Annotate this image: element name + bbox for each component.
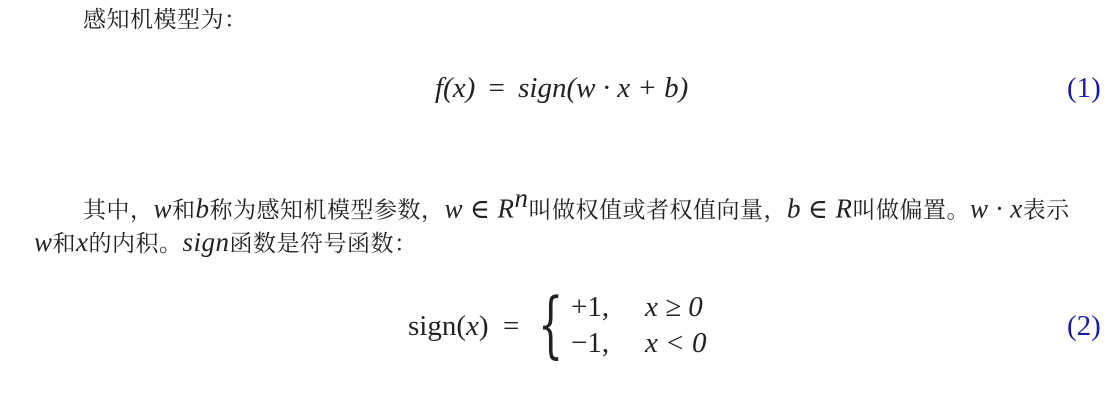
eq1-lhs: f(x): [435, 72, 476, 104]
left-brace: {: [538, 282, 564, 366]
para-text: 表示: [1022, 197, 1070, 224]
math-R: R: [497, 193, 515, 224]
para-text: 的内积。: [88, 231, 183, 257]
case1-condition: x ≥ 0: [645, 291, 703, 323]
equation-1: [435, 72, 688, 105]
math-w: w: [444, 193, 464, 224]
case-row-1: [571, 291, 703, 324]
para-text: 和: [52, 231, 77, 257]
math-in: ∈: [470, 193, 491, 224]
eq1-equals: =: [488, 72, 505, 104]
para-text: 称为感知机模型参数，: [209, 197, 445, 224]
case-row-2: [571, 327, 707, 360]
math-w: w: [153, 193, 173, 224]
eq1-rhs: sign(w · x + b): [518, 72, 689, 104]
math-w: w: [34, 227, 53, 257]
math-n-superscript: n: [514, 183, 529, 213]
para-text: 函数是符号函数：: [229, 231, 418, 257]
math-w-dot-x: w · x: [970, 193, 1023, 224]
intro-text: 感知机模型为：: [83, 7, 248, 33]
case2-value: −1,: [571, 327, 610, 359]
para-text: 叫做权值或者权值向量，: [528, 197, 788, 224]
equation-2-lhs: sign(x): [408, 310, 489, 342]
math-x: x: [76, 227, 89, 257]
math-sign: sign: [182, 227, 230, 257]
equation-1-number: (1): [1067, 72, 1101, 104]
case2-condition: x < 0: [645, 327, 707, 359]
para-text: 叫做偏置。: [852, 197, 971, 224]
math-b: b: [787, 193, 802, 224]
para-text: 和: [172, 197, 196, 224]
case1-value: +1,: [571, 291, 610, 323]
paragraph-line-1: [83, 183, 1070, 224]
paragraph-line-2: [34, 229, 418, 256]
equation-2-equals: =: [503, 310, 520, 342]
equation-2-number: (2): [1067, 310, 1101, 342]
math-in: ∈: [808, 193, 829, 224]
para-text: 其中，: [83, 197, 154, 224]
math-b: b: [195, 193, 210, 224]
math-R: R: [835, 193, 853, 224]
